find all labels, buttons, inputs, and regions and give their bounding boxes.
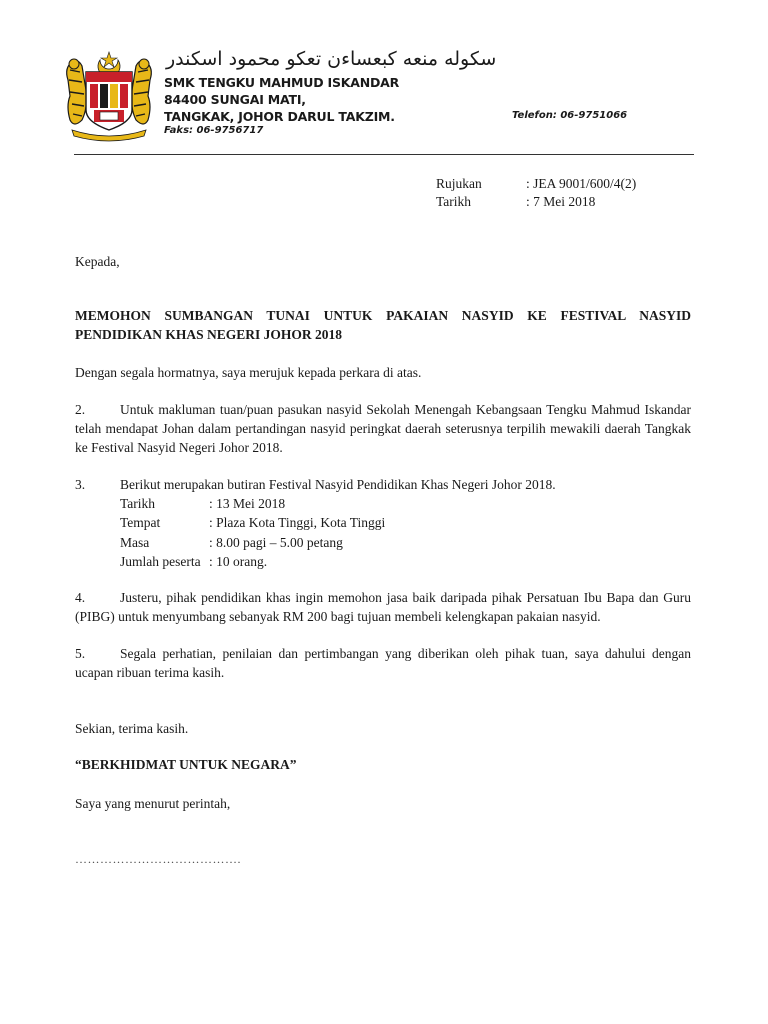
detail-label: Masa — [120, 534, 150, 550]
paragraph-text: Berikut merupakan butiran Festival Nasyid Pendidikan Khas Negeri Johor 2018. — [120, 477, 556, 492]
intro-paragraph: Dengan segala hormatnya, saya merujuk kepada perkara di atas. — [75, 365, 422, 380]
paragraph-5 — [75, 644, 691, 682]
motto: “BERKHIDMAT UNTUK NEGARA” — [75, 757, 297, 772]
paragraph-text: Justeru, pihak pendidikan khas ingin memohon jasa baik daripada pihak Persatuan Ibu Bapa dan Guru (PIBG) untuk menyumbang sebanyak RM 200 bagi tujuan membeli kelengkapan pakaian nasyid. — [75, 590, 691, 624]
paragraph-4 — [75, 588, 691, 626]
reference-row — [436, 176, 636, 192]
paragraph-number: 4. — [75, 590, 86, 605]
paragraph-3 — [75, 475, 691, 494]
header-divider — [74, 154, 694, 155]
address-town: TANGKAK, JOHOR DARUL TAKZIM. — [164, 109, 395, 124]
paragraph-number: 3. — [75, 477, 86, 492]
detail-value: : Plaza Kota Tinggi, Kota Tinggi — [209, 515, 386, 531]
detail-label: Tempat — [120, 515, 161, 531]
detail-label: Jumlah peserta — [120, 553, 201, 569]
coat-of-arms-logo — [60, 50, 158, 142]
sign-off: Saya yang menurut perintah, — [75, 796, 231, 811]
paragraph-number: 5. — [75, 646, 86, 661]
detail-value: : 10 orang. — [209, 553, 268, 569]
paragraph-text: Untuk makluman tuan/puan pasukan nasyid Sekolah Menengah Kebangsaan Tengku Mahmud Iskandar telah mendapat Johan dalam pertandingan nasyid peringkat daerah seterusnya terpilih mewakili daerah Tangkak ke Festival Nasyid Negeri Johor 2018. — [75, 402, 691, 455]
telephone-number: Telefon: 06-9751066 — [512, 110, 628, 121]
tarikh-label: Tarikh — [436, 194, 472, 209]
festival-details — [120, 494, 385, 571]
closing-remark: Sekian, terima kasih. — [75, 721, 189, 736]
detail-value: : 13 Mei 2018 — [209, 496, 286, 511]
paragraph-text: Segala perhatian, penilaian dan pertimbangan yang diberikan oleh pihak tuan, saya dahului dengan ucapan ribuan terima kasih. — [75, 646, 691, 680]
school-name-jawi: سكوله منعه كبعساءن تعكو محمود اسكندر — [166, 48, 497, 70]
detail-label: Tarikh — [120, 496, 156, 511]
rujukan-label: Rujukan — [436, 176, 482, 191]
detail-row — [120, 513, 385, 532]
detail-value: : 8.00 pagi – 5.00 petang — [209, 534, 343, 550]
address-postcode: 84400 SUNGAI MATI, — [164, 92, 306, 107]
school-name: SMK TENGKU MAHMUD ISKANDAR — [164, 75, 400, 90]
fax-number: Faks: 06-9756717 — [164, 125, 264, 136]
paragraph-number: 2. — [75, 402, 86, 417]
letter-subject: MEMOHON SUMBANGAN TUNAI UNTUK PAKAIAN NASYID KE FESTIVAL NASYID PENDIDIKAN KHAS NEGERI JOHOR 2018 — [75, 308, 691, 342]
detail-row — [120, 533, 385, 552]
recipient-salutation: Kepada, — [75, 254, 120, 269]
detail-row — [120, 552, 385, 571]
signature-line: …………………………………. — [75, 852, 241, 866]
paragraph-2 — [75, 400, 691, 457]
detail-row — [120, 494, 385, 513]
date-row — [436, 194, 595, 210]
tarikh-value: : 7 Mei 2018 — [526, 194, 596, 209]
rujukan-value: : JEA 9001/600/4(2) — [526, 176, 637, 191]
